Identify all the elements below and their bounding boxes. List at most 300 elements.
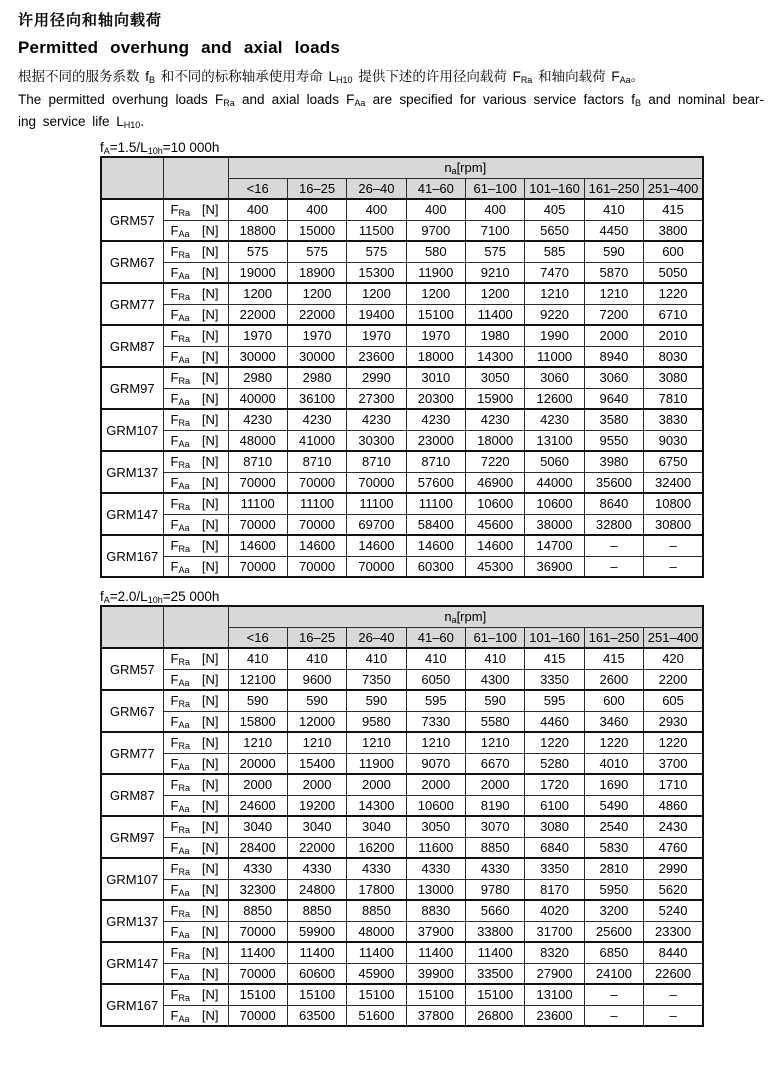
fra-value: 3580	[584, 409, 643, 430]
fra-value: 1710	[644, 774, 703, 795]
faa-value: 48000	[347, 921, 406, 942]
fra-value: 14600	[466, 535, 525, 556]
faa-value: 4300	[466, 669, 525, 690]
speed-range-header: 16–25	[287, 178, 346, 199]
model-cell: GRM57	[101, 199, 163, 241]
unit-label: [N]	[201, 987, 219, 1003]
fra-value: 3040	[347, 816, 406, 837]
speed-range-header: 41–60	[406, 627, 465, 648]
fra-value: –	[644, 535, 703, 556]
fra-value: 10600	[466, 493, 525, 514]
fra-value: 4020	[525, 900, 584, 921]
speed-range-header: 61–100	[466, 178, 525, 199]
unit-label: [N]	[201, 923, 219, 939]
fra-value: 8440	[644, 942, 703, 963]
fra-value: 1990	[525, 325, 584, 346]
overhung-load-label	[163, 409, 228, 430]
fra-value: 1210	[466, 732, 525, 753]
faa-value: 10600	[406, 795, 465, 816]
faa-value: 26800	[466, 1005, 525, 1026]
faa-value: 4860	[644, 795, 703, 816]
faa-value: 20300	[406, 388, 465, 409]
faa-value: 7810	[644, 388, 703, 409]
fra-value: 1690	[584, 774, 643, 795]
fra-value: 1220	[584, 732, 643, 753]
model-cell: GRM107	[101, 858, 163, 900]
faa-symbol: $F_{Aa}$	[170, 432, 190, 449]
unit-label: [N]	[201, 496, 219, 512]
fra-value: 575	[466, 241, 525, 262]
faa-value: 33800	[466, 921, 525, 942]
faa-value: 22000	[287, 837, 346, 858]
faa-value: 7470	[525, 262, 584, 283]
fra-value: 4230	[406, 409, 465, 430]
faa-value: 36100	[287, 388, 346, 409]
faa-value: 15300	[347, 262, 406, 283]
fra-value: 600	[644, 241, 703, 262]
axial-load-label	[163, 472, 228, 493]
faa-value: 15900	[466, 388, 525, 409]
fra-value: 3980	[584, 451, 643, 472]
faa-value: 18800	[228, 220, 287, 241]
faa-value: 15100	[406, 304, 465, 325]
faa-value: 24600	[228, 795, 287, 816]
faa-value: 3700	[644, 753, 703, 774]
faa-symbol: $F_{Aa}$	[170, 222, 190, 239]
fra-value: 4230	[228, 409, 287, 430]
fra-value: 2000	[584, 325, 643, 346]
fra-value: 14600	[228, 535, 287, 556]
fra-value: 2990	[347, 367, 406, 388]
fra-value: 1220	[644, 283, 703, 304]
fra-value: 11100	[228, 493, 287, 514]
unit-label: [N]	[201, 412, 219, 428]
faa-value: 23300	[644, 921, 703, 942]
faa-symbol: $F_{Aa}$	[170, 306, 190, 323]
axial-load-label	[163, 556, 228, 577]
axial-load-label	[163, 514, 228, 535]
unit-label: [N]	[201, 755, 219, 771]
faa-value: 37900	[406, 921, 465, 942]
faa-value: 20000	[228, 753, 287, 774]
axial-load-label	[163, 753, 228, 774]
fra-value: 3010	[406, 367, 465, 388]
faa-value: 11900	[406, 262, 465, 283]
unit-label: [N]	[201, 432, 219, 448]
unit-label: [N]	[201, 945, 219, 961]
model-cell: GRM137	[101, 451, 163, 493]
fra-value: 400	[406, 199, 465, 220]
fra-value: 1970	[347, 325, 406, 346]
fra-value: 420	[644, 648, 703, 669]
fra-value: 595	[525, 690, 584, 711]
faa-value: 12100	[228, 669, 287, 690]
table-caption-1: $f_A=1.5/L_{10h}=10$ 000h	[100, 140, 220, 156]
fra-value: 3050	[406, 816, 465, 837]
faa-value: 13100	[525, 430, 584, 451]
axial-load-label	[163, 879, 228, 900]
faa-value: 59900	[287, 921, 346, 942]
fra-value: 5240	[644, 900, 703, 921]
faa-value: 28400	[228, 837, 287, 858]
fra-value: 575	[228, 241, 287, 262]
fra-value: 585	[525, 241, 584, 262]
fra-value: 3060	[525, 367, 584, 388]
faa-symbol: $F_{Aa}$	[170, 264, 190, 281]
unit-label: [N]	[201, 516, 219, 532]
fra-value: 8640	[584, 493, 643, 514]
fra-value: 1210	[287, 732, 346, 753]
faa-value: 24100	[584, 963, 643, 984]
faa-value: 46900	[466, 472, 525, 493]
faa-value: 60300	[406, 556, 465, 577]
fra-value: 1200	[406, 283, 465, 304]
fra-value: 2980	[287, 367, 346, 388]
faa-value: 14300	[347, 795, 406, 816]
fra-value: 14600	[347, 535, 406, 556]
fra-value: 400	[347, 199, 406, 220]
faa-value: 7330	[406, 711, 465, 732]
overhung-load-label	[163, 900, 228, 921]
faa-value: 6100	[525, 795, 584, 816]
fra-value: 11400	[228, 942, 287, 963]
faa-value: –	[584, 556, 643, 577]
faa-value: 8170	[525, 879, 584, 900]
overhung-load-label	[163, 535, 228, 556]
fra-value: 1220	[644, 732, 703, 753]
fra-value: 1200	[347, 283, 406, 304]
fra-value: –	[644, 984, 703, 1005]
faa-value: 23000	[406, 430, 465, 451]
fra-value: 2980	[228, 367, 287, 388]
faa-value: 9550	[584, 430, 643, 451]
fra-value: 8710	[347, 451, 406, 472]
faa-value: 33500	[466, 963, 525, 984]
faa-value: 8850	[466, 837, 525, 858]
fra-value: 3830	[644, 409, 703, 430]
fra-value: 4330	[228, 858, 287, 879]
faa-value: 32400	[644, 472, 703, 493]
faa-value: 5650	[525, 220, 584, 241]
faa-value: 60600	[287, 963, 346, 984]
faa-symbol: $F_{Aa}$	[170, 1007, 190, 1024]
faa-value: 7100	[466, 220, 525, 241]
model-cell: GRM77	[101, 732, 163, 774]
model-cell: GRM87	[101, 325, 163, 367]
faa-symbol: $F_{Aa}$	[170, 923, 190, 940]
faa-symbol: $F_{Aa}$	[170, 965, 190, 982]
faa-value: 5620	[644, 879, 703, 900]
fra-value: 15100	[466, 984, 525, 1005]
faa-value: 70000	[228, 472, 287, 493]
fra-value: 2000	[228, 774, 287, 795]
fra-value: 2810	[584, 858, 643, 879]
faa-value: 6050	[406, 669, 465, 690]
fra-value: 575	[347, 241, 406, 262]
unit-label: [N]	[201, 558, 219, 574]
model-column-header	[101, 157, 163, 199]
fra-value: 590	[584, 241, 643, 262]
speed-range-header: 26–40	[347, 627, 406, 648]
faa-value: 70000	[347, 472, 406, 493]
faa-value: 16200	[347, 837, 406, 858]
fra-value: 590	[347, 690, 406, 711]
model-cell: GRM167	[101, 984, 163, 1026]
unit-label: [N]	[201, 819, 219, 835]
faa-value: 30300	[347, 430, 406, 451]
faa-value: 70000	[228, 556, 287, 577]
faa-symbol: $F_{Aa}$	[170, 671, 190, 688]
fra-symbol: $F_{Ra}$	[170, 945, 190, 962]
faa-value: 41000	[287, 430, 346, 451]
unit-label: [N]	[201, 538, 219, 554]
faa-value: 5050	[644, 262, 703, 283]
fra-value: 595	[406, 690, 465, 711]
fra-value: 4330	[406, 858, 465, 879]
fra-value: 415	[525, 648, 584, 669]
load-type-column-header	[163, 157, 228, 199]
speed-range-header: <16	[228, 178, 287, 199]
speed-range-header: 251–400	[644, 627, 703, 648]
faa-value: 11000	[525, 346, 584, 367]
faa-value: 70000	[228, 1005, 287, 1026]
fra-value: 410	[466, 648, 525, 669]
faa-value: 31700	[525, 921, 584, 942]
fra-value: 15100	[406, 984, 465, 1005]
speed-range-header: 161–250	[584, 178, 643, 199]
faa-value: 2930	[644, 711, 703, 732]
faa-value: 6840	[525, 837, 584, 858]
faa-value: 30800	[644, 514, 703, 535]
fra-value: 1200	[466, 283, 525, 304]
unit-label: [N]	[201, 244, 219, 260]
model-cell: GRM147	[101, 942, 163, 984]
faa-value: 9780	[466, 879, 525, 900]
fra-value: 8320	[525, 942, 584, 963]
fra-value: 11100	[347, 493, 406, 514]
unit-label: [N]	[201, 348, 219, 364]
faa-symbol: $F_{Aa}$	[170, 474, 190, 491]
fra-value: 5660	[466, 900, 525, 921]
axial-load-label	[163, 921, 228, 942]
load-table-1	[100, 156, 704, 578]
faa-value: 4010	[584, 753, 643, 774]
faa-value: 70000	[228, 921, 287, 942]
faa-value: 36900	[525, 556, 584, 577]
fra-value: 1210	[584, 283, 643, 304]
fra-symbol: $F_{Ra}$	[170, 987, 190, 1004]
faa-value: 35600	[584, 472, 643, 493]
fra-value: 8710	[287, 451, 346, 472]
model-cell: GRM137	[101, 900, 163, 942]
axial-load-label	[163, 262, 228, 283]
overhung-load-label	[163, 325, 228, 346]
faa-value: 70000	[228, 514, 287, 535]
speed-range-header: 161–250	[584, 627, 643, 648]
fra-value: 1200	[228, 283, 287, 304]
fra-value: 4330	[287, 858, 346, 879]
fra-value: 590	[228, 690, 287, 711]
fra-value: 410	[584, 199, 643, 220]
speed-range-header: 251–400	[644, 178, 703, 199]
faa-value: 30000	[228, 346, 287, 367]
fra-value: –	[584, 984, 643, 1005]
faa-value: 9210	[466, 262, 525, 283]
model-cell: GRM97	[101, 367, 163, 409]
faa-value: 15400	[287, 753, 346, 774]
unit-label: [N]	[201, 651, 219, 667]
fra-symbol: $F_{Ra}$	[170, 412, 190, 429]
fra-value: 2000	[347, 774, 406, 795]
overhung-load-label	[163, 732, 228, 753]
fra-value: 400	[466, 199, 525, 220]
faa-value: 48000	[228, 430, 287, 451]
faa-value: 15800	[228, 711, 287, 732]
model-cell: GRM57	[101, 648, 163, 690]
unit-label: [N]	[201, 306, 219, 322]
axial-load-label	[163, 430, 228, 451]
fra-value: 2990	[644, 858, 703, 879]
load-type-column-header	[163, 606, 228, 648]
faa-value: 32800	[584, 514, 643, 535]
faa-value: –	[644, 556, 703, 577]
fra-value: 580	[406, 241, 465, 262]
faa-value: 27300	[347, 388, 406, 409]
faa-value: 19200	[287, 795, 346, 816]
fra-value: 1970	[287, 325, 346, 346]
faa-value: 5830	[584, 837, 643, 858]
fra-value: 1970	[228, 325, 287, 346]
fra-symbol: $F_{Ra}$	[170, 903, 190, 920]
fra-value: 15100	[287, 984, 346, 1005]
fra-value: 1210	[525, 283, 584, 304]
speed-range-header: 26–40	[347, 178, 406, 199]
faa-value: 4450	[584, 220, 643, 241]
faa-value: 25600	[584, 921, 643, 942]
speed-range-header: 16–25	[287, 627, 346, 648]
unit-label: [N]	[201, 454, 219, 470]
fra-value: 415	[644, 199, 703, 220]
speed-range-header: 41–60	[406, 178, 465, 199]
fra-value: 6750	[644, 451, 703, 472]
axial-load-label	[163, 220, 228, 241]
unit-label: [N]	[201, 693, 219, 709]
faa-value: 40000	[228, 388, 287, 409]
fra-value: 2540	[584, 816, 643, 837]
unit-label: [N]	[201, 474, 219, 490]
unit-label: [N]	[201, 390, 219, 406]
fra-value: –	[584, 535, 643, 556]
fra-value: 15100	[347, 984, 406, 1005]
fra-symbol: $F_{Ra}$	[170, 244, 190, 261]
unit-label: [N]	[201, 777, 219, 793]
overhung-load-label	[163, 858, 228, 879]
fra-value: 405	[525, 199, 584, 220]
faa-value: 13000	[406, 879, 465, 900]
fra-value: 11400	[406, 942, 465, 963]
speed-range-header: <16	[228, 627, 287, 648]
faa-value: 4460	[525, 711, 584, 732]
unit-label: [N]	[201, 797, 219, 813]
faa-value: 4760	[644, 837, 703, 858]
fra-value: 600	[584, 690, 643, 711]
fra-value: 4330	[347, 858, 406, 879]
faa-value: 63500	[287, 1005, 346, 1026]
fra-symbol: $F_{Ra}$	[170, 735, 190, 752]
fra-value: 3060	[584, 367, 643, 388]
model-cell: GRM77	[101, 283, 163, 325]
faa-value: 70000	[287, 556, 346, 577]
unit-label: [N]	[201, 202, 219, 218]
unit-label: [N]	[201, 735, 219, 751]
overhung-load-label	[163, 816, 228, 837]
faa-value: 9070	[406, 753, 465, 774]
fra-value: 14600	[287, 535, 346, 556]
fra-symbol: $F_{Ra}$	[170, 693, 190, 710]
faa-value: 39900	[406, 963, 465, 984]
overhung-load-label	[163, 984, 228, 1005]
fra-value: 4230	[466, 409, 525, 430]
fra-value: 3080	[644, 367, 703, 388]
unit-label: [N]	[201, 881, 219, 897]
faa-value: 9220	[525, 304, 584, 325]
faa-value: 5580	[466, 711, 525, 732]
fra-value: 7220	[466, 451, 525, 472]
fra-value: 4330	[466, 858, 525, 879]
unit-label: [N]	[201, 286, 219, 302]
faa-value: –	[644, 1005, 703, 1026]
model-cell: GRM87	[101, 774, 163, 816]
fra-value: 8850	[228, 900, 287, 921]
faa-value: 5490	[584, 795, 643, 816]
fra-value: 400	[228, 199, 287, 220]
fra-value: 3040	[228, 816, 287, 837]
fra-value: 3070	[466, 816, 525, 837]
overhung-load-label	[163, 451, 228, 472]
fra-value: 1210	[347, 732, 406, 753]
unit-label: [N]	[201, 370, 219, 386]
fra-value: 415	[584, 648, 643, 669]
fra-value: 8710	[406, 451, 465, 472]
page-title-zh: 许用径向和轴向载荷	[18, 12, 163, 29]
overhung-load-label	[163, 774, 228, 795]
faa-value: 38000	[525, 514, 584, 535]
faa-value: 22000	[228, 304, 287, 325]
fra-symbol: $F_{Ra}$	[170, 777, 190, 794]
fra-value: 3080	[525, 816, 584, 837]
axial-load-label	[163, 388, 228, 409]
fra-value: 575	[287, 241, 346, 262]
faa-value: 12000	[287, 711, 346, 732]
faa-value: 2200	[644, 669, 703, 690]
unit-label: [N]	[201, 839, 219, 855]
fra-value: 410	[287, 648, 346, 669]
faa-symbol: $F_{Aa}$	[170, 755, 190, 772]
fra-symbol: $F_{Ra}$	[170, 496, 190, 513]
unit-label: [N]	[201, 861, 219, 877]
fra-value: 1210	[406, 732, 465, 753]
faa-value: 14300	[466, 346, 525, 367]
fra-value: 605	[644, 690, 703, 711]
faa-value: 3800	[644, 220, 703, 241]
unit-label: [N]	[201, 903, 219, 919]
fra-value: 10600	[525, 493, 584, 514]
faa-value: 11500	[347, 220, 406, 241]
faa-value: 11600	[406, 837, 465, 858]
faa-value: 57600	[406, 472, 465, 493]
load-table-2	[100, 605, 704, 1027]
overhung-load-label	[163, 690, 228, 711]
